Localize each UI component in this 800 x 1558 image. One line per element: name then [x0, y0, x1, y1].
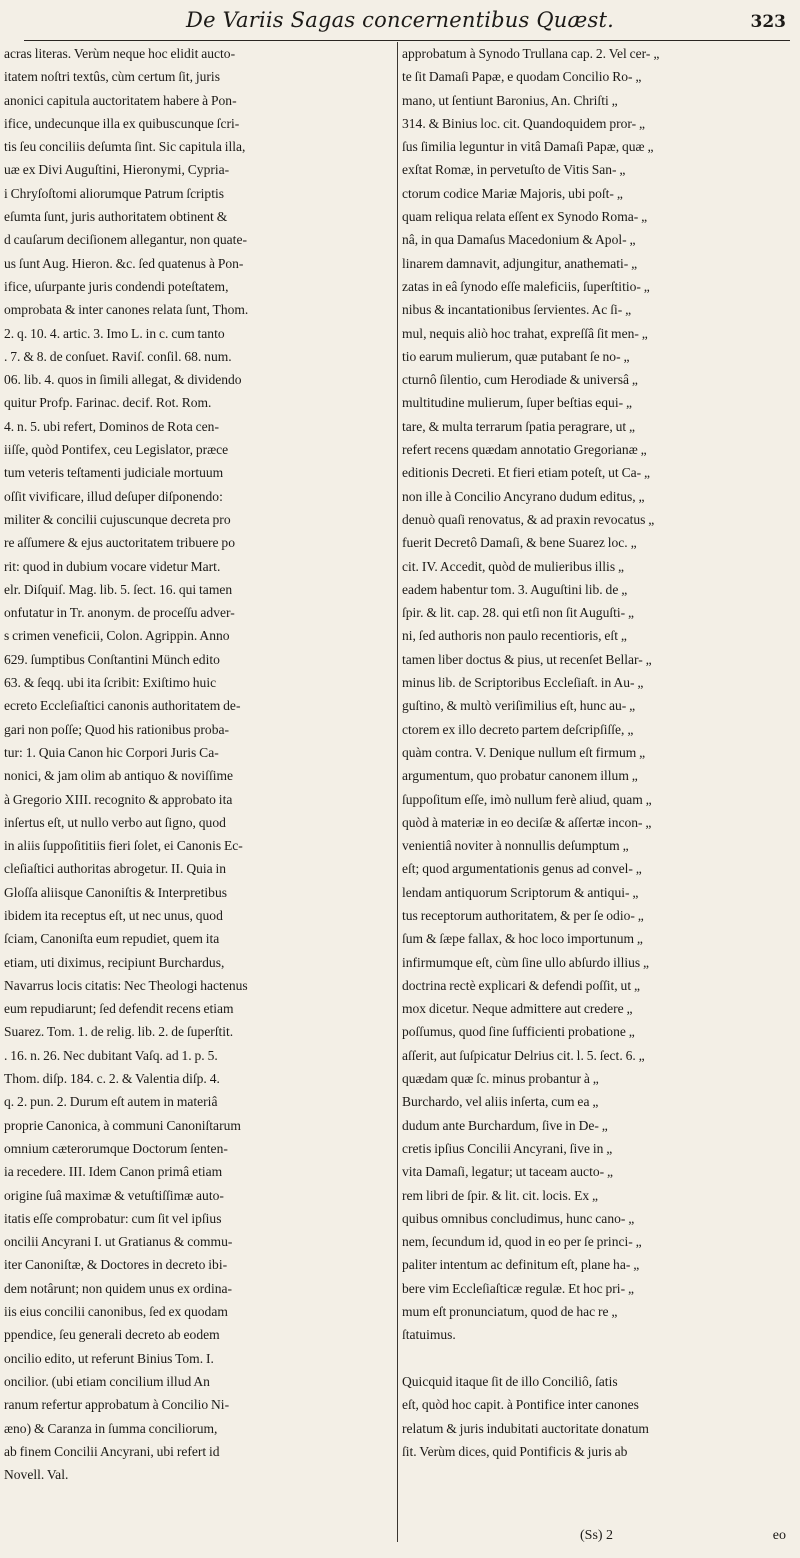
text-line: d cauſarum deciſionem allegantur, non quate-	[4, 232, 247, 248]
running-title: De Variis Sagas concernentibus Quæst.	[186, 8, 614, 32]
text-line: ſpir. & lit. cap. 28. qui etſi non ſit Auguſti- „	[402, 605, 635, 621]
header-rule	[24, 40, 790, 41]
text-line: 06. lib. 4. quos in ſimili allegat, & dividendo	[4, 372, 242, 388]
text-line: refert recens quædam annotatio Gregorianæ „	[402, 442, 647, 458]
text-line: 2. q. 10. 4. artic. 3. Imo L. in c. cum tanto	[4, 325, 225, 341]
text-line: à Gregorio XIII. recognito & approbato ita	[4, 791, 233, 807]
text-line: ctorum codice Mariæ Majoris, ubi poſt- „	[402, 185, 623, 201]
text-line: militer & concilii cujuscunque decreta pro	[4, 511, 231, 527]
text-line: ia recedere. III. Idem Canon primâ etiam	[4, 1164, 223, 1180]
text-line: Burchardo, vel aliis inſerta, cum ea „	[402, 1094, 599, 1110]
text-line: tamen liber doctus & pius, ut recenſet Bellar- „	[402, 651, 652, 667]
text-line: eſt; quod argumentationis genus ad convel- „	[402, 861, 642, 877]
text-line: onfutatur in Tr. anonym. de proceſſu adver-	[4, 605, 235, 621]
text-line: ranum refertur approbatum à Concilio Ni-	[4, 1397, 230, 1413]
text-line: anonici capitula auctoritatem habere à Pon-	[4, 92, 237, 108]
text-line: æno) & Caranza in ſumma conciliorum,	[4, 1420, 218, 1436]
text-line: multitudine mulierum, ſuper beſtias equi- „	[402, 395, 632, 411]
text-line: rem libri de ſpir. & lit. cit. locis. Ex „	[402, 1187, 599, 1203]
catchword: eo	[772, 1528, 786, 1543]
text-line: minus lib. de Scriptoribus Eccleſiaſt. in Au- „	[402, 675, 644, 691]
text-line: origine ſuâ maximæ & vetuſtiſſimæ auto-	[4, 1187, 224, 1203]
text-line: ſum & ſæpe fallax, & hoc loco importunum „	[402, 931, 643, 947]
signature-mark: (Ss) 2	[580, 1528, 614, 1543]
text-line: paliter intentum ac definitum eſt, plane ha- „	[402, 1257, 640, 1273]
text-line: cit. IV. Accedit, quòd de mulieribus illis „	[402, 558, 624, 574]
text-line: poſſumus, quod ſine ſufficienti probatione „	[402, 1024, 635, 1040]
text-line: iis eius concilii canonibus, ſed ex quodam	[4, 1304, 228, 1320]
text-line: te ſit Damaſi Papæ, e quodam Concilio Ro- „	[402, 69, 642, 85]
text-line: guſtino, & multò veriſimilius eſt, hunc au- „	[402, 698, 636, 714]
text-line: proprie Canonica, à communi Canoniſtarum	[4, 1117, 241, 1133]
text-line: tur: 1. Quia Canon hic Corpori Juris Ca-	[4, 744, 219, 760]
text-line: ſciam, Canoniſta eum repudiet, quem ita	[4, 931, 220, 947]
text-line: tus receptorum authoritatem, & per ſe odio- „	[402, 907, 644, 923]
text-line: mano, ut ſentiunt Baronius, An. Chriſti „	[402, 92, 618, 108]
text-line: ecreto Eccleſiaſtici canonis authoritatem de-	[4, 698, 241, 714]
text-line: oncilio edito, ut referunt Binius Tom. I.	[4, 1350, 214, 1366]
text-line: mox dicetur. Neque admittere aut credere „	[402, 1001, 633, 1017]
right-column	[402, 42, 794, 1542]
text-line: eum repudiarunt; ſed defendit recens etiam	[4, 1001, 234, 1017]
text-line: argumentum, quo probatur canonem illum „	[402, 768, 638, 784]
text-line: relatum & juris indubitati auctoritate donatum	[402, 1420, 649, 1436]
text-line: ab finem Concilii Ancyrani, ubi refert id	[4, 1443, 220, 1459]
text-line: itatem noſtri textûs, cùm certum ſit, juris	[4, 69, 220, 85]
text-line: dem notârunt; non quidem unus ex ordina-	[4, 1280, 233, 1296]
text-line: iter Canoniſtæ, & Doctores in decreto ibi-	[4, 1257, 228, 1273]
text-line: nem, ſecundum id, quod in eo per ſe princi- „	[402, 1234, 642, 1250]
text-line: nibus & incantationibus ſervientes. Ac ſi- „	[402, 302, 632, 318]
left-column	[4, 42, 398, 1542]
text-line: ifice, undecunque illa ex quibuscunque ſcri-	[4, 115, 240, 131]
text-line: rit: quod in dubium vocare videtur Mart.	[4, 558, 221, 574]
text-line: tum veteris teſtamenti judiciale mortuum	[4, 465, 224, 481]
text-line: eſumta ſunt, juris authoritatem obtinent &	[4, 209, 228, 225]
text-line: aſſerit, aut ſuſpicatur Delrius cit. l. 5. ſect. 6. „	[402, 1047, 645, 1063]
text-line: quòd à materiæ in eo deciſæ & aſſertæ incon- „	[402, 814, 652, 830]
page-number: 323	[750, 12, 786, 32]
text-line: cleſiaſtici authoritas abrogetur. II. Quia in	[4, 861, 227, 877]
text-line: tis ſeu conciliis deſumta ſint. Sic capitula illa,	[4, 139, 246, 155]
text-line: omprobata & inter canones relata ſunt, Thom.	[4, 302, 249, 318]
text-line: ibidem ita receptus eſt, ut nec unus, quod	[4, 907, 223, 923]
text-line: cretis ipſius Concilii Ancyrani, ſive in „	[402, 1140, 613, 1156]
text-line: lendam antiquorum Scriptorum & antiqui- „	[402, 884, 639, 900]
text-line: Suarez. Tom. 1. de relig. lib. 2. de ſuperſtit.	[4, 1024, 234, 1040]
text-line: iiſſe, quòd Pontifex, ceu Legislator, præce	[4, 442, 229, 458]
text-line: oncilior. (ubi etiam concilium illud An	[4, 1373, 210, 1389]
text-line: ppendice, ſeu generali decreto ab eodem	[4, 1327, 220, 1343]
text-line: s crimen veneficii, Colon. Agrippin. Anno	[4, 628, 230, 644]
text-line: tare, & multa terrarum ſpatia peragrare, ut „	[402, 418, 636, 434]
text-line: ſtatuimus.	[402, 1327, 456, 1343]
text-line: itatis eſſe comprobatur: cum ſit vel ipſius	[4, 1210, 222, 1226]
running-head	[0, 8, 800, 38]
text-line: elr. Diſquiſ. Mag. lib. 5. ſect. 16. qui tamen	[4, 581, 233, 597]
text-line: 629. ſumptibus Conſtantini Münch edito	[4, 651, 220, 667]
text-line: exſtat Romæ, in pervetuſto de Vitis San- „	[402, 162, 626, 178]
text-line: Gloſſa aliisque Canoniſtis & Interpretibus	[4, 884, 227, 900]
text-line: ſuppoſitum eſſe, imò nullum ferè aliud, quam „	[402, 791, 652, 807]
text-line: re aſſumere & ejus auctoritatem tribuere po	[4, 535, 235, 551]
text-line: quam reliqua relata eſſent ex Synodo Roma- „	[402, 209, 648, 225]
text-line: 4. n. 5. ubi refert, Dominos de Rota cen-	[4, 418, 219, 434]
text-line: quitur Profp. Farinac. decif. Rot. Rom.	[4, 395, 212, 411]
text-line: acras literas. Verùm neque hoc elidit aucto-	[4, 46, 236, 61]
text-line: mul, nequis aliò hoc trahat, expreſſâ ſit men- „	[402, 325, 648, 341]
text-line: uæ ex Divi Auguſtini, Hieronymi, Cypria-	[4, 162, 230, 178]
text-line: eadem habentur tom. 3. Auguſtini lib. de „	[402, 581, 628, 597]
text-line: . 16. n. 26. Nec dubitant Vaſq. ad 1. p. 5.	[4, 1047, 218, 1063]
text-line: zatas in eâ ſynodo eſſe maleficiis, ſuperſtitio- „	[402, 278, 650, 294]
text-line: etiam, uti diximus, recipiunt Burchardus,	[4, 954, 225, 970]
text-line: doctrina rectè explicari & defendi poſſit, ut „	[402, 977, 640, 993]
text-line: dudum ante Burchardum, ſive in De- „	[402, 1117, 608, 1133]
text-line: ctorem ex illo decreto partem deſcripſiſſe, „	[402, 721, 634, 737]
text-line: inſertus eſt, ut nullo verbo aut ſigno, quod	[4, 814, 226, 830]
text-line: quàm contra. V. Denique nullum eſt firmum „	[402, 744, 646, 760]
text-line: tio earum mulierum, quæ putabant ſe no- „	[402, 348, 630, 364]
text-line: i Chryſoſtomi aliorumque Patrum ſcriptis	[4, 185, 224, 201]
text-line: linarem damnavit, adjungitur, anathemati- „	[402, 255, 638, 271]
text-line: quibus omnibus concludimus, hunc cano- „	[402, 1210, 635, 1226]
text-line: eſt, quòd hoc capit. à Pontifice inter canones	[402, 1397, 639, 1413]
text-line: 63. & ſeqq. ubi ita ſcribit: Exiſtimo huic	[4, 675, 217, 691]
text-line: denuò quaſi renovatus, & ad praxin revocatus „	[402, 511, 655, 527]
text-line: Novell. Val.	[4, 1467, 69, 1483]
text-line: ſit. Verùm dices, quid Pontificis & juris ab	[402, 1443, 628, 1459]
text-line: Navarrus locis citatis: Nec Theologi hactenus	[4, 977, 248, 993]
text-line: nonici, & jam olim ab antiquo & noviſſime	[4, 768, 234, 784]
text-line: in aliis ſuppoſititiis fieri ſolet, ei Canonis Ec-	[4, 838, 243, 854]
text-line: non ille à Concilio Ancyrano dudum editus, „	[402, 488, 645, 504]
text-line: . 7. & 8. de conſuet. Raviſ. conſil. 68. num.	[4, 348, 232, 364]
text-line: fuerit Decretô Damaſi, & bene Suarez loc. „	[402, 535, 637, 551]
text-line: bere vim Eccleſiaſticæ regulæ. Et hoc pri- „	[402, 1280, 634, 1296]
text-line: omnium cæterorumque Doctorum ſenten-	[4, 1140, 228, 1156]
text-line: infirmumque eſt, cùm ſine ullo abſurdo illius „	[402, 954, 650, 970]
text-line: oncilii Ancyrani I. ut Gratianus & commu-	[4, 1234, 233, 1250]
text-line: ſus ſimilia leguntur in vitâ Damaſi Papæ, quæ „	[402, 139, 654, 155]
text-line: venientiâ noviter à nonnullis deſumptum „	[402, 838, 629, 854]
text-line: Quicquid itaque ſit de illo Conciliô, ſatis	[402, 1373, 618, 1389]
text-line: vita Damaſi, legatur; ut taceam aucto- „	[402, 1164, 614, 1180]
text-line: cturnô ſilentio, cum Herodiade & universâ „	[402, 372, 638, 388]
text-line: gari non poſſe; Quod his rationibus proba-	[4, 721, 230, 737]
text-line: Thom. diſp. 184. c. 2. & Valentia diſp. 4.	[4, 1071, 220, 1087]
text-line: ni, ſed authoris non paulo recentioris, eſt „	[402, 628, 627, 644]
text-line: quædam quæ ſc. minus probantur à „	[402, 1071, 599, 1087]
text-line: q. 2. pun. 2. Durum eſt autem in materiâ	[4, 1094, 218, 1110]
text-line: approbatum à Synodo Trullana cap. 2. Vel cer- „	[402, 46, 660, 61]
text-line: mum eſt pronunciatum, quod de hac re „	[402, 1304, 618, 1320]
text-line	[402, 1347, 794, 1370]
text-line: 314. & Binius loc. cit. Quandoquidem pror- „	[402, 115, 646, 131]
text-line: nâ, in qua Damaſus Macedonium & Apol- „	[402, 232, 636, 248]
text-line: editionis Decreti. Et fieri etiam poteſt, ut Ca- „	[402, 465, 651, 481]
text-line: oſſit vivificare, illud deſuper diſponendo:	[4, 488, 223, 504]
text-line: us ſunt Aug. Hieron. &c. ſed quatenus à Pon-	[4, 255, 244, 271]
text-line: ifice, uſurpante juris condendi poteſtatem,	[4, 278, 229, 294]
